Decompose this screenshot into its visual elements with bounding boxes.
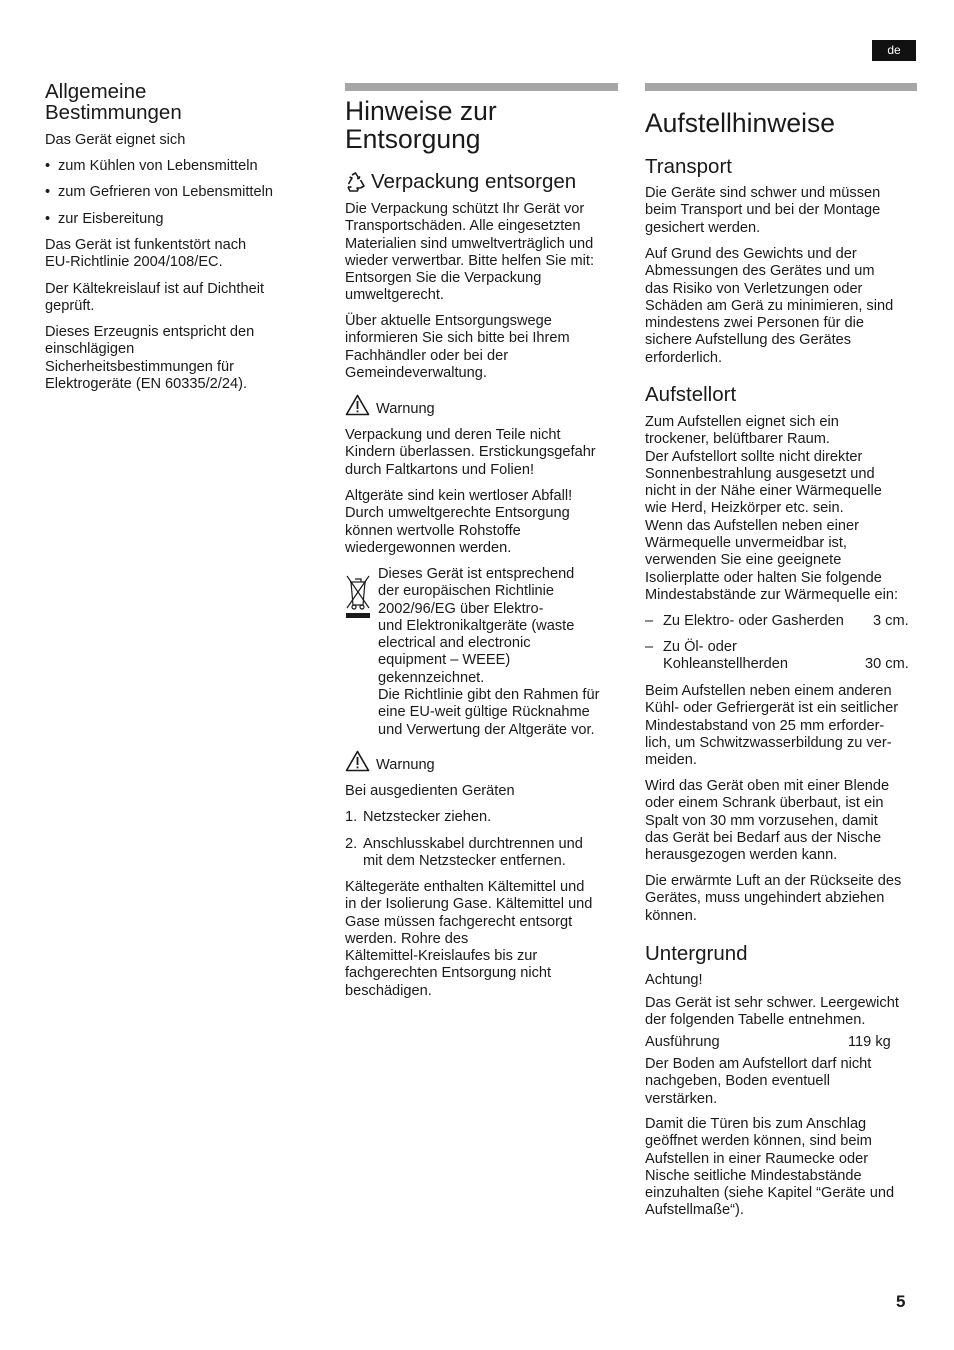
paragraph: Die Verpackung schützt Ihr Gerät vor Transportschäden. Alle eingesetzten Materialien sind umweltverträglich und wieder verwertbar. Bitte helfen Sie mit: Entsorgen Sie die Verpackung umweltgerecht.: [345, 201, 595, 304]
paragraph: Kältegeräte enthalten Kältemittel und in der Isolierung Gase. Kältemittel und Gase müssen fachgerecht entsorgt werden. Rohre des Kältemittel-Kreislaufes bis zur fachgerechten Entsorgung nicht beschädigen.: [345, 879, 593, 999]
recycle-icon: [345, 172, 366, 193]
caution-label: Achtung!: [645, 972, 703, 988]
heading-disposal: Hinweise zur Entsorgung: [345, 96, 497, 154]
distance-row: – Zu Elektro- oder Gasherden 3 cm.: [645, 613, 909, 629]
paragraph: Beim Aufstellen neben einem anderen Kühl- oder Gefriergerät ist ein seitlicher Mindestabstand von 25 mm erforder- lich, um Schwitzwasserbildung zu ver- meiden.: [645, 683, 899, 769]
paragraph: Damit die Türen bis zum Anschlag geöffnet werden können, sind beim Aufstellen in einer Raumecke oder Nische seitliche Mindestabstände einzuhalten (siehe Kapitel “Geräte und Aufstellmaße“).: [645, 1116, 895, 1219]
section-bar: [645, 83, 917, 91]
language-tag: de: [872, 40, 916, 61]
paragraph: Die erwärmte Luft an der Rückseite des Gerätes, muss ungehindert abziehen können.: [645, 873, 902, 924]
weee-text: Dieses Gerät ist entsprechend der europäischen Richtlinie 2002/96/EG über Elektro- und Elektronikaltgeräte (waste electrical and electronic equipment – WEEE) gekennzeichnet. Die Richtlinie gibt den Rahmen für eine EU-weit gültige Rücknahme und Verwertung der Altgeräte vor.: [378, 566, 600, 738]
warning-text: Verpackung und deren Teile nicht Kindern überlassen. Erstickungsgefahr durch Faltkartons und Folien!: [345, 427, 596, 478]
paragraph: Dieses Erzeugnis entspricht den einschlägigen Sicherheitsbestimmungen für Elektrogeräte (EN 60335/2/24).: [45, 324, 255, 392]
paragraph: Das Gerät ist sehr schwer. Leergewicht der folgenden Tabelle entnehmen.: [645, 995, 899, 1029]
weight-row: Ausführung 119 kg: [645, 1034, 891, 1050]
warning-icon: [345, 394, 370, 416]
paragraph: Auf Grund des Gewichts und der Abmessungen des Gerätes und um das Risiko von Verletzungen oder Schäden am Gerä zu minimieren, sind mindestens zwei Personen für die sichere Aufstellung des Gerätes erforderlich.: [645, 246, 894, 366]
paragraph: Der Boden am Aufstellort darf nicht nachgeben, Boden eventuell verstärken.: [645, 1056, 872, 1107]
paragraph: Altgeräte sind kein wertloser Abfall! Durch umweltgerechte Entsorgung können wertvolle Rohstoffe wiedergewonnen werden.: [345, 488, 573, 556]
warning-label: Warnung: [345, 750, 545, 774]
intro-text: Das Gerät eignet sich: [45, 132, 186, 148]
page-number: 5: [896, 1292, 906, 1311]
paragraph: Über aktuelle Entsorgungswege informieren Sie sich bitte bei Ihrem Fachhändler oder bei der Gemeindeverwaltung.: [345, 313, 570, 381]
paragraph: Wird das Gerät oben mit einer Blende oder einem Schrank überbaut, ist ein Spalt von 30 mm vorzusehen, damit das Gerät bei Bedarf aus der Nische herausgezogen werden kann.: [645, 778, 890, 864]
heading-ground: Untergrund: [645, 942, 748, 965]
paragraph: Das Gerät ist funkentstört nach EU-Richtlinie 2004/108/EC.: [45, 237, 247, 271]
warning-label: Warnung: [345, 394, 545, 418]
warning-intro: Bei ausgedienten Geräten: [345, 783, 515, 799]
paragraph: Der Kältekreislauf ist auf Dichtheit geprüft.: [45, 281, 264, 315]
distance-row: – Zu Öl- oder Kohleanstellherden 30 cm.: [645, 639, 909, 673]
heading-location: Aufstellort: [645, 383, 737, 406]
weee-bin-icon: [345, 572, 371, 620]
heading-general: Allgemeine Bestimmungen: [45, 80, 182, 124]
warning-icon: [345, 750, 370, 772]
heading-transport: Transport: [645, 155, 732, 178]
paragraph: Zum Aufstellen eignet sich ein trockener, belüftbarer Raum. Der Aufstellort sollte nicht direkter Sonnenbestrahlung ausgesetzt und nicht in der Nähe einer Wärmequelle wie Herd, Heizkörper etc. sein. Wenn das Aufstellen neben einer Wärmequelle unvermeidbar ist, verwenden Sie eine geeignete Isolierplatte oder halten Sie folgende Mindestabstände zur Wärmequelle ein:: [645, 414, 899, 603]
heading-installation: Aufstellhinweise: [645, 108, 836, 138]
paragraph: Die Geräte sind schwer und müssen beim Transport und bei der Montage gesichert werden.: [645, 185, 881, 236]
section-bar: [345, 83, 618, 91]
